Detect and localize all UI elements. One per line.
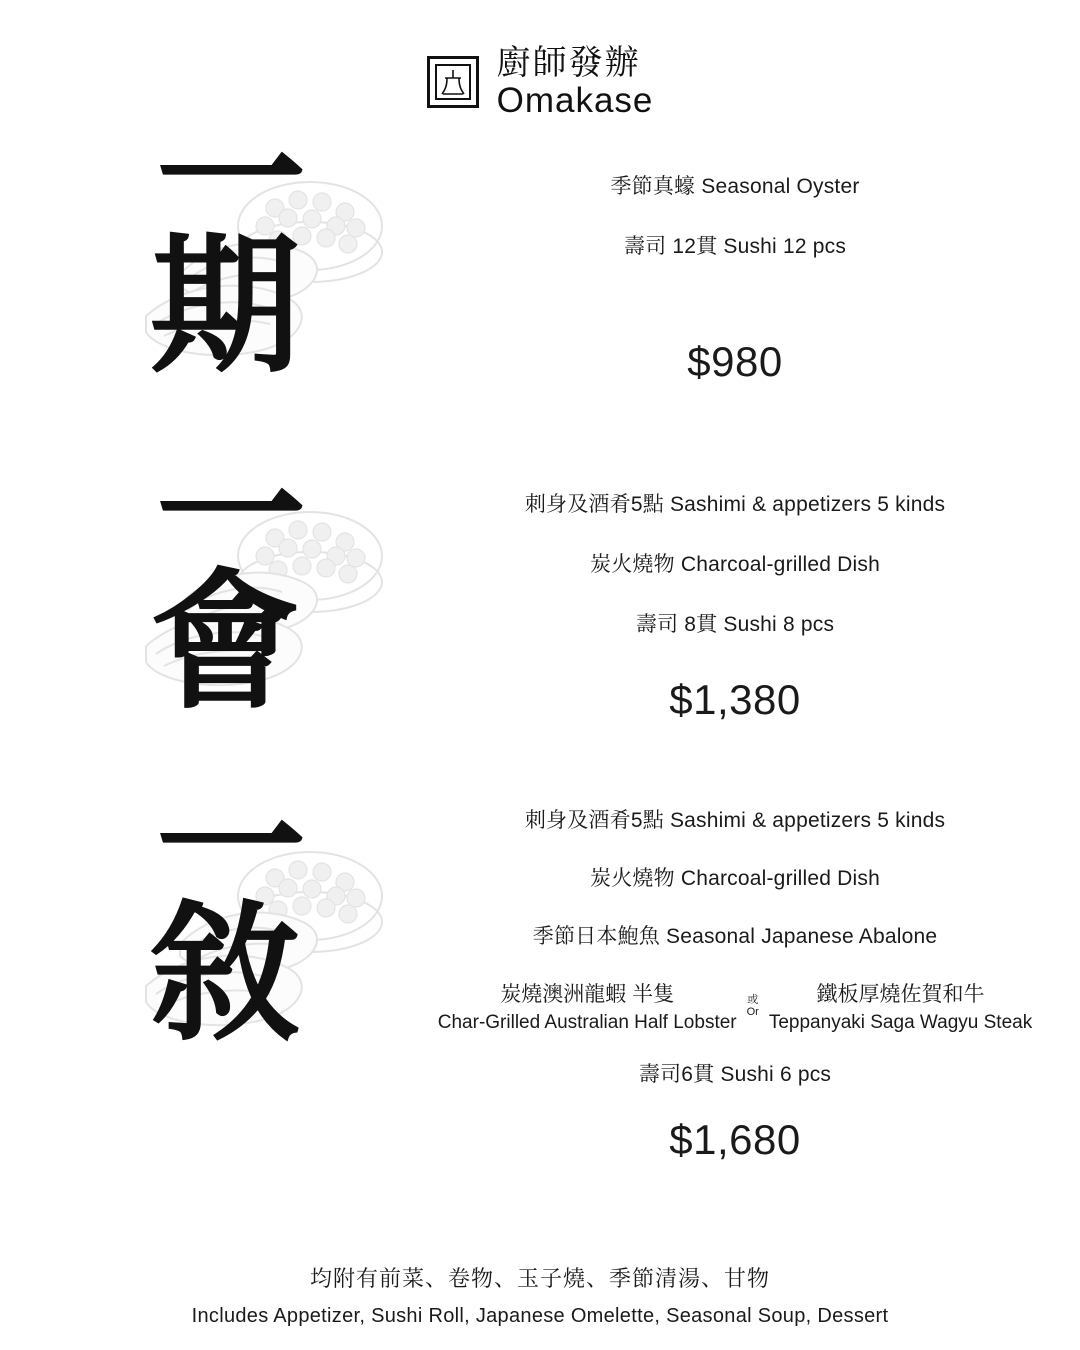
course-numeral-top: 一 [156, 94, 307, 269]
course-numeral-char: 敘 [150, 888, 301, 1063]
square-seal-icon [427, 56, 479, 108]
course-numeral [150, 430, 380, 731]
course-item: 炭火燒物 Charcoal-grilled Dish [590, 553, 880, 577]
choice-option-wagyu-en: Teppanyaki Saga Wagyu Steak [768, 1012, 1033, 1034]
course-numeral [150, 94, 380, 395]
choice-option-lobster-cn: 炭燒澳洲龍蝦 半隻 [500, 983, 675, 1007]
course-choice [430, 978, 1040, 1034]
course-row [0, 430, 1080, 786]
menu-footer [0, 1261, 1080, 1332]
course-item: 季節日本鮑魚 Seasonal Japanese Abalone [532, 925, 938, 949]
course-item: 壽司6貫 Sushi 6 pcs [638, 1063, 832, 1087]
course-item: 季節真蠔 Seasonal Oyster [610, 175, 860, 199]
course-details [430, 466, 1080, 724]
course-emblem [0, 430, 430, 756]
course-item: 炭火燒物 Charcoal-grilled Dish [590, 867, 880, 891]
choice-option-wagyu-cn: 鐵板厚燒佐賀和牛 [816, 983, 985, 1007]
course-price: $1,680 [669, 1116, 801, 1164]
choice-separator-cn: 或 [747, 993, 759, 1006]
course-numeral-char: 期 [150, 220, 301, 395]
course-price: $1,380 [669, 676, 801, 724]
footer-note-cn: 均附有前菜、卷物、玉子燒、季節清湯、甘物 [309, 1265, 770, 1291]
header-title-en: Omakase [496, 80, 654, 120]
course-numeral-top: 一 [156, 430, 307, 605]
choice-separator [743, 994, 763, 1019]
course-details [430, 136, 1080, 386]
course-item: 壽司 8貫 Sushi 8 pcs [635, 613, 835, 637]
course-row [0, 762, 1080, 1186]
course-item: 刺身及酒肴5點 Sashimi & appetizers 5 kinds [524, 809, 946, 833]
header-title-cn: 廚師發辦 [496, 44, 641, 82]
course-details [430, 786, 1080, 1164]
choice-option-lobster-en: Char-Grilled Australian Half Lobster [437, 1012, 737, 1034]
choice-option-wagyu [769, 978, 1032, 1034]
course-emblem [0, 94, 430, 426]
course-numeral-char: 會 [150, 556, 301, 731]
course-numeral [150, 762, 380, 1063]
course-numeral-top: 一 [156, 762, 307, 937]
course-price: $980 [687, 338, 783, 386]
course-emblem [0, 762, 430, 1126]
choice-option-lobster [438, 978, 737, 1034]
course-item: 壽司 12貫 Sushi 12 pcs [623, 235, 847, 259]
footer-note-en: Includes Appetizer, Sushi Roll, Japanese Omelette, Seasonal Soup, Dessert [191, 1305, 889, 1327]
course-item: 刺身及酒肴5點 Sashimi & appetizers 5 kinds [524, 493, 946, 517]
choice-separator-en: Or [746, 1006, 759, 1019]
header-titles [497, 46, 654, 118]
